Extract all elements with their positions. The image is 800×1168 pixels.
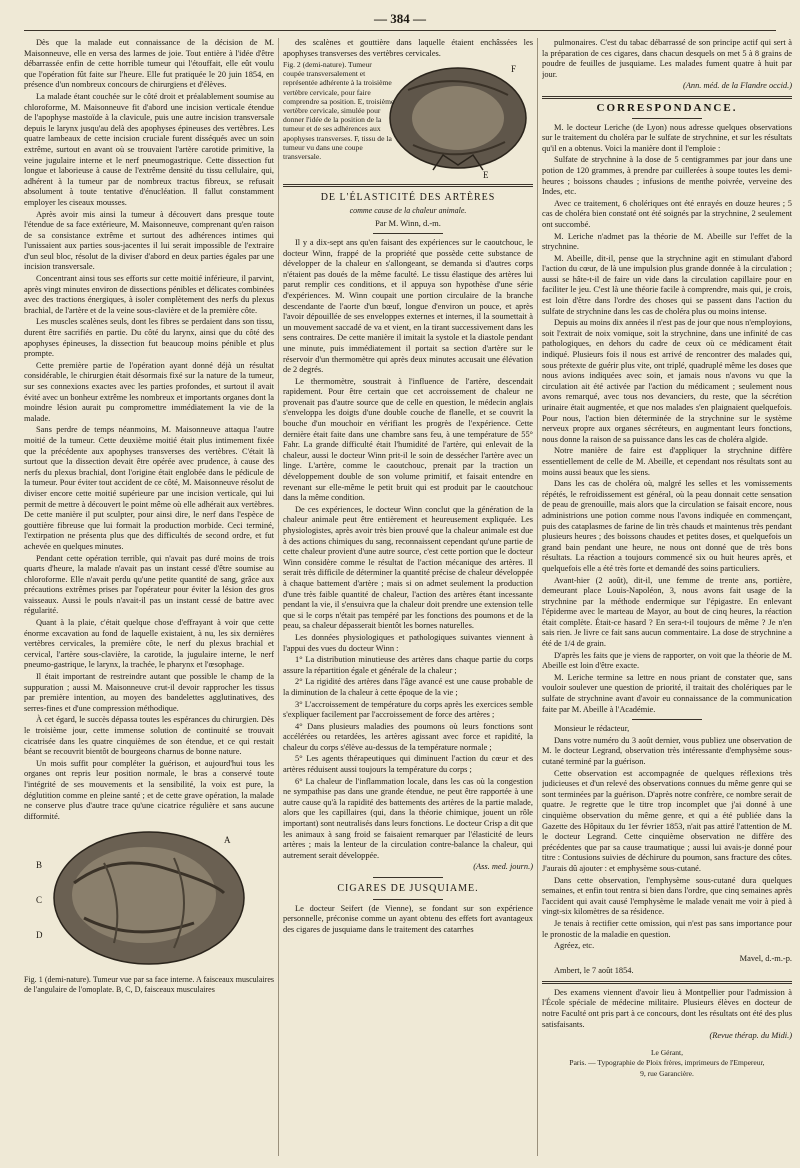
col1-paragraph: La malade étant couchée sur le côté droit et préalablement soumise au chloroforme, M. Maisonneuve fit d'abord une incision verticale étendue de l'apophyse mastoïde à la clavicule, puis une autre incision transversale depuis le larynx jusqu'au delà des apophyses épineuses des vertèbres. Les quatre lambeaux de cette incision cruciale furent disséqués avec un soin extrême, surtout en avant où se trouvaient l'artère carotide primitive, la veine jugulaire interne et le nerf pneumogastrique. Cette dissection fut longue et laborieuse à cause de l'extrême densité du tissu cellulaire, qui, adhérent à la tumeur par de nombreux tractus fibreux, se refusait absolument à toute tentative d'énucléation. Il fallut constamment employer les ciseaux mousses. (24, 91, 274, 207)
col2-paragraph: Le docteur Seifert (de Vienne), se fondant sur son expérience personnelle, préconise comme un ayant obtenu des effets fort avantageux des cigares de jusquiame dans le traitement des catarrhes (283, 903, 533, 934)
letter-salutation: Monsieur le rédacteur, (554, 724, 630, 734)
col2-paragraph: 2° La rigidité des artères dans l'âge avancé est une cause probable de la diminution de la chaleur à cette époque de la vie ; (283, 677, 533, 697)
short-rule (373, 877, 443, 878)
col2-paragraph: De ces expériences, le docteur Winn conclut que la génération de la chaleur animale peut être entièrement et heureusement expliquée. Les physiologistes, après avoir très bien prouvé que la chaleur animale est due à des actions chimiques du sang, reconnaissent cependant qu'une partie de cette chaleur provient d'une autre source, c'est cette portion que le docteur Winn considère comme le résultat de l'action mécanique des artères. Il serait très difficile de déterminer la quantité précise de chaleur développée à chaque battement d'artère ; mais si on admet seulement la production d'une très faible quantité de chaleur, l'action des artères étant incessante pendant la vie, il s'ensuivra que la chaleur doit prendre une extension telle que si le corps n'était pas tempéré par les fonctions des poumons et de la peau, sa chaleur dépasserait bientôt les bornes naturelles. (283, 504, 533, 631)
tumor-illustration-2 (283, 60, 533, 180)
imprint-address: 9, rue Garancière. (640, 1069, 694, 1079)
letter-closing: Agréez, etc. (554, 941, 595, 951)
letter-paragraph: Je tenais à rectifier cette omission, qui n'est pas sans importance pour le pronostic de la maladie en question. (542, 918, 792, 939)
col2-paragraph: 1° La distribution minutieuse des artères dans chaque partie du corps assure la répartition égale et générale de la chaleur ; (283, 655, 533, 675)
letter-signature: Mavel, d.-m.-p. (739, 953, 792, 963)
col2-paragraph: Il y a dix-sept ans qu'en faisant des expériences sur le caoutchouc, le docteur Winn, frappé de la propriété que possède cette substance de développer de la chaleur en s'allongeant, se demanda si d'autres corps n'étaient pas doués de la même faculté. Le tissu élastique des artères lui parut remplir ces conditions, et il appuya son hypothèse d'une série d'expériences. M. Winn coupait une portion circulaire de la branche descendante de l'aorte d'un bœuf, longue d'environ un pouce, et après l'avoir dépouillée de ses enveloppes externes et internes, il la soumettait à un mouvement saccadé de va et vient, en la tirant successivement dans les sens contraires. De cette manière il imitait la systole et la diastole pendant une minute, puis immédiatement il portait sa section d'artère sur le réservoir d'un thermomètre qui après deux minutes accusait une élévation de 2 degrés. (283, 237, 533, 375)
section-byline: Par M. Winn, d.-m. (375, 218, 441, 229)
figure-2-caption: Fig. 2 (demi-nature). Tumeur coupée transversalement et représentée adhérente à la troisième vertèbre cervicale, pour faire comprendre sa position. E, troisième vertèbre cervicale, simulée pour donner l'idée de la position de la tumeur et de ses adhérences aux apophyses transverses. F, tissu de la tumeur vu dans une coupe transversale. (283, 60, 395, 162)
column-divider-2 (537, 38, 538, 1156)
col2-paragraph: 3° L'accroissement de température du corps après les exercices semble s'expliquer facilement par l'accroissement de force des artères ; (283, 699, 533, 720)
section-title-cigares: CIGARES DE JUSQUIAME. (337, 883, 479, 894)
figure-label-d: D (36, 930, 43, 941)
letter-paragraph: Cette observation est accompagnée de quelques réflexions très judicieuses et d'un relevé des observations connues du même genre qui se sont terminées par la guérison. D'après notre confrère, ce nombre serait de quatre. Je regrette que le titre trop incomplet que j'ai donné à une cinquième observation du même genre, et qui a été publiée dans la Gazette des Hôpitaux du 1er février 1853, n'ait pas attiré l'attention de M. le docteur Legrand. Cette cinquième observation ne diffère des précédentes que par sa cause traumatique ; aussi lui avais-je donné pour titre : Contusions suivies de déchirure du poumon, sans fracture des côtes. J'aurais dû ajouter : et emphysème sous-cutané. (542, 768, 792, 873)
col3-paragraph: M. Leriche termine sa lettre en nous priant de constater que, sans vouloir soulever une question de priorité, il traitait des cholériques par le sulfate de strychnine avant d'avoir eu connaissance de la communication faite par M. Abeille à l'Académie. (542, 672, 792, 714)
header-rule (24, 30, 776, 31)
tumor-illustration-1 (24, 823, 274, 973)
figure-1-caption: Fig. 1 (demi-nature). Tumeur vue par sa face interne. A faisceaux musculaires de l'angulaire de l'omoplate. B, C, D, faisceaux musculaires (24, 975, 274, 995)
source-citation: (Ann. méd. de la Flandre occid.) (683, 81, 792, 91)
col1-paragraph: Un mois suffit pour compléter la guérison, et aujourd'hui tous les organes ont repris leur position normale, le bras a conservé toute l'intégrité de ses mouvements et la sensibilité, la voix est pure, la déglutition comme en pleine santé ; et de cette grave opération, la malade ne conserve plus d'autre trace qu'une cicatrice régulière et sans aucune difformité. (24, 758, 274, 821)
imprint-gerant: Le Gérant, (650, 1047, 684, 1057)
column-2 (283, 38, 533, 1158)
col3-paragraph: Depuis au moins dix années il n'est pas de jour que nous n'employions, soit l'extrait de noix vomique, soit la strychnine, dans une infinité de cas pathologiques, en dehors du cadre de ceux où ce médicament était indiqué. Plusieurs fois il nous est arrivé de rencontrer des malades qui, sous prétexte de guérir plus vite, ont triplé, quadruplé même les doses que nous avions indiquées avec soin, et jamais nous n'avons vu que la circulation ait été activée par l'action du médicament ; seulement nous avons remarqué, avec tous nos devanciers, du reste, que la sécrétion urinaire était augmentée, et que nos malades s'en plaignaient quelquefois. Pour nous, l'action bien déterminée de la strychnine sur le système nerveux propre aux organes sécréteurs, en augmentant leurs fonctions, nous donne la raison de sa puissance dans les cas de choléra algide. (542, 318, 792, 444)
col2-paragraph: 4° Dans plusieurs maladies des poumons où leurs fonctions sont accélérées ou retardées, les artères agissant avec force et rapidité, la chaleur du corps s'élève au-dessus de la température normale ; (283, 721, 533, 752)
figure-1 (24, 823, 274, 973)
col3-paragraph: M. Abeille, dit-il, pense que la strychnine agit en stimulant d'abord l'action du cœur, de là une impulsion plus grande donnée à la circulation ; aussi se hâte-t-il de faire un vide dans la circulation capillaire pour en faciliter le jeu. C'est là une théorie facile à comprendre, mais qui, je crois, est loin d'être dans l'ordre des choses qui se passent dans l'action du sulfate de strychnine dans les cas de choléra plus ou moins intense. (542, 253, 792, 316)
col1-paragraph: Dès que la malade eut connaissance de la décision de M. Maisonneuve, elle en versa des larmes de joie. Tout entière à l'idée d'être débarrassée enfin de cette horrible tumeur qui l'étouffait, elle eût voulu que l'opération fût faite sur l'heure. Elle fut pratiquée le 20 juin 1854, en présence d'un nombreux concours de chirurgiens et d'élèves. (24, 38, 274, 90)
col1-paragraph: Pendant cette opération terrible, qui n'avait pas duré moins de trois quarts d'heure, la malade n'avait pas un instant cessé d'être soumise au chloroforme. Elle n'avait perdu qu'une petite quantité de sang, grâce aux précautions extrêmes prises par l'opérateur pour éviter la lésion des gros vaisseaux. Aussi le pouls n'avait-il pas un instant cessé de battre avec régularité. (24, 553, 274, 616)
section-title-elasticite: DE L'ÉLASTICITÉ DES ARTÈRES (320, 192, 496, 204)
column-divider-1 (278, 38, 279, 1156)
column-1 (24, 38, 274, 1158)
figure-label-b: B (36, 860, 43, 871)
figure-label-e: E (483, 170, 489, 181)
col1-paragraph: Les muscles scalènes seuls, dont les fibres se perdaient dans son tissu, durent être sacrifiés en partie. Du côté du larynx, ainsi que du côté des apophyses épineuses, la dissection fut beaucoup moins pénible et plus prompte. (24, 317, 274, 359)
col3-paragraph: Notre manière de faire est d'appliquer la strychnine diffère essentiellement de celle de M. Abeille, et cependant nos résultats sont au moins aussi beaux que les siens. (542, 446, 792, 477)
col1-paragraph: Sans perdre de temps néanmoins, M. Maisonneuve attaqua l'autre moitié de la tumeur. Cette deuxième moitié était plus intimement fixée que la précédente aux apophyses transverses des vertèbres. C'était là surtout que la dissection devait être opérée avec prudence, à cause des nerfs du plexus brachial, dont l'origine était englobée dans le pédicule de la tumeur. Pour éviter tout accident de ce côté, M. Maisonneuve résolut de diviser encore cette moitié supérieure par une incision verticale, qui lui permit de mettre à découvert le point même où elle adhérait aux vertèbres. De cette manière il put sculpter, pour ainsi dire, le nerf dans l'espèce de gouttière fibreuse que lui formait la production morbide. Ceci terminé, l'extirpation ne présenta plus que des difficultés de second ordre, et fut achevée en quelques minutes. (24, 425, 274, 551)
col1-paragraph: À cet égard, le succès dépassa toutes les espérances du chirurgien. Dès le troisième jour, cette immense solution de continuité se trouvait cicatrisée dans les quatre cinquièmes de son étendue, et ce qui restait béant se recouvrit bientôt de bourgeons charnus de bonne nature. (24, 715, 274, 757)
section-subtitle: comme cause de la chaleur animale. (349, 205, 467, 215)
col2-paragraph: 6° La chaleur de l'inflammation locale, dans les cas où la congestion ne sympathise pas dans une grande étendue, ne peut être rapportée à une autre cause qu'à la rapidité des battements des artères de la partie malade, alors que les capillaires (qui, dans la théorie chimique, jouent un rôle important) sont neutralisés dans leurs fonctions. Le docteur Crisp a dit que les animaux à sang froid se faisaient remarquer par l'élasticité de leurs artères ; mais la lenteur de la circulation contre-balance la chaleur, qui autrement serait développée. (283, 776, 533, 860)
col2-paragraph: Le thermomètre, soustrait à l'influence de l'artère, descendait rapidement. Pour être certain que cet accroissement de chaleur ne provenait pas d'autre source que de celle en question, le médecin anglais s'enveloppa les doigts d'une double couche de flanelle, et se couvrit la bouche d'un mouchoir en vérifiant les progrès de l'expérience. Cette dernière était faite dans une chambre sans feu, à une température de 55° Fahr. La grande difficulté était l'humidité de l'artère, qui enlevait de la chaleur, aussi le docteur Winn prit-il le soin de dessécher l'artère avec un linge. L'artère, comme le caoutchouc, prenait par la traction un développement double de son volume primitif, et faisait entendre en revenant sur elle-même le petit bruit qui est produit par le caoutchouc dans la même condition. (283, 376, 533, 503)
short-rule (373, 899, 443, 900)
col3-paragraph: D'après les faits que je viens de rapporter, on voit que la théorie de M. Abeille est loin d'être exacte. (542, 650, 792, 671)
source-citation: (Revue thérap. du Midi.) (709, 1031, 792, 1041)
col3-paragraph: Sulfate de strychnine à la dose de 5 centigrammes par jour dans une potion de 120 grammes, à prendre par cuillerées à soupe toutes les demi-heures ; boissons chaudes ; infusions de menthe poivrée, verveine des Indes, etc. (542, 155, 792, 197)
letter-paragraph: Dans cette observation, l'emphysème sous-cutané dura quelques semaines, et enfin tout rentra si bien dans l'ordre, que cinq semaines après l'accident qui avait causé l'emphysème le malade venait me voir à pied à vingt-six kilomètres de sa résidence. (542, 875, 792, 917)
col2-paragraph: Les données physiologiques et pathologiques suivantes viennent à l'appui des vues du docteur Winn : (283, 632, 533, 653)
col3-paragraph: Dans les cas de choléra où, malgré les selles et les vomissements répétés, le refroidissement est général, où la peau donnait cette sensation de peau de grenouille, mais alors que la circulation se faisait encore, nous administrions une potion comme nous l'avons indiquée en commençant, puis des cataplasmes de farine de lin très chauds et maintenus très pendant plusieurs heures ; des boissons chaudes et petites doses, et quelquefois un grand bain pendant une heure, ne nous ont donné que de très bons résultats. La réaction a toujours commencé six ou huit heures après, et quelquefois elle a été très forte et demandé des soins particuliers. (542, 479, 792, 573)
short-rule (632, 719, 702, 720)
section-title-correspondance: CORRESPONDANCE. (596, 101, 738, 114)
col1-paragraph: Cette première partie de l'opération ayant donné déjà un résultat considérable, le chirurgien était désormais fixé sur la nature de la tumeur, sur ses connexions exactes avec les parties profondes, et surtout il avait évité avec un bonheur extrême les nombreux et importants organes dont la moindre lésion aurait pu compromettre immédiatement la vie de la malade. (24, 360, 274, 423)
section-rule (542, 96, 792, 99)
col3-paragraph: Avec ce traitement, 6 cholériques ont été enrayés en douze heures ; 5 cas de choléra bien constaté ont été soignés par la strychnine, 2 seulement ont succombé. (542, 198, 792, 229)
figure-label-c: C (36, 895, 43, 906)
col2-intro: des scalènes et gouttière dans laquelle étaient enchâssées les apophyses transverses des vertèbres cervicales. (283, 38, 533, 58)
figure-label-a: A (224, 835, 231, 846)
page-number: — 384 — (374, 11, 426, 26)
letter-place-date: Ambert, le 7 août 1854. (554, 966, 634, 976)
col3-paragraph: Avant-hier (2 août), dit-il, une femme de trente ans, portière, demeurant place Louis-Napoléon, 3, nous avons fait usage de la strychnine par la méthode endermique sur l'épigastre. En enlevant l'épiderme avec le marteau de Mayor, au bout de cinq heures, la réaction était complète. Était-ce hasard ? En sera-t-il toujours de même ? Je n'en sais rien. Je livre ce fait sans aucun commentaire. La dose de strychnine a été de 1/4 de grain. (542, 575, 792, 649)
figure-2 (283, 60, 533, 180)
col3-paragraph: M. le docteur Leriche (de Lyon) nous adresse quelques observations sur le traitement du choléra par le sulfate de strychnine, et sur les résultats qu'il en a obtenus. Voici la manière dont il l'emploie : (542, 122, 792, 153)
letter-paragraph: Dans votre numéro du 3 août dernier, vous publiez une observation de M. le docteur Legrand, observation très intéressante d'emphysème sous-cutané terminé par la guérison. (542, 735, 792, 766)
short-rule (632, 118, 702, 119)
source-citation: (Ass. med. journ.) (473, 862, 533, 872)
col1-paragraph: Après avoir mis ainsi la tumeur à découvert dans presque toute l'étendue de sa face extérieure, M. Maisonneuve, comprenant qu'en raison de sa consistance extrême et surtout des adhérences intimes qui l'unissaient aux parties sous-jacentes il lui serait impossible de l'extraire d'un seul bloc, résolut de la diviser d'abord en deux parties égales par une incision transversale. (24, 209, 274, 272)
short-rule (373, 233, 443, 234)
col3-paragraph: M. Leriche n'admet pas la théorie de M. Abeille sur l'effet de la strychnine. (542, 231, 792, 252)
col1-paragraph: Concentrant ainsi tous ses efforts sur cette moitié inférieure, il parvint, après vingt minutes environ de dissections pénibles et délicates combinées avec des tractions énergiques, à isoler complètement des nerfs du plexus brachial, de l'artère et de la veine sous-clavière et de la première côte. (24, 274, 274, 315)
col3-paragraph: pulmonaires. C'est du tabac débarrassé de son principe actif qui sert à la préparation de ces cigares, dans chacun desquels on met 5 à 8 grains de poudre de feuilles de jusquiame. Les malades fument quatre à huit par jour. (542, 38, 792, 79)
figure-label-f: F (511, 64, 517, 75)
col3-paragraph: Des examens viennent d'avoir lieu à Montpellier pour l'admission à l'École spéciale de médecine militaire. Plusieurs élèves en docteur de notre Faculté ont pris part à ce concours, dont les résultats ont été des plus satisfaisants. (542, 987, 792, 1029)
section-rule (542, 981, 792, 984)
imprint-printer: Paris. — Typographie de Ploix frères, imprimeurs de l'Empereur, (569, 1058, 765, 1068)
column-3 (542, 38, 792, 1158)
section-rule (283, 184, 533, 187)
col2-paragraph: 5° Les agents thérapeutiques qui diminuent l'action du cœur et des artères réduisent aussi toujours la température du corps ; (283, 754, 533, 775)
col1-paragraph: Il était important de restreindre autant que possible le champ de la suppuration ; aussi M. Maisonneuve crut-il devoir rapprocher les tissus par première intention, au moyen des bandelettes agglutinatives, des serres-fines et d'une compression méthodique. (24, 672, 274, 713)
col1-paragraph: Quant à la plaie, c'était quelque chose d'effrayant à voir que cette énorme excavation au fond de laquelle existaient, à nu, les six dernières vertèbres cervicales, la première côte, le nerf du plexus brachial et cervical, l'artère sous-clavière, la carotide, la jugulaire interne, le nerf pneumo-gastrique, le larynx, la trachée, le pharynx et l'œsophage. (24, 618, 274, 670)
